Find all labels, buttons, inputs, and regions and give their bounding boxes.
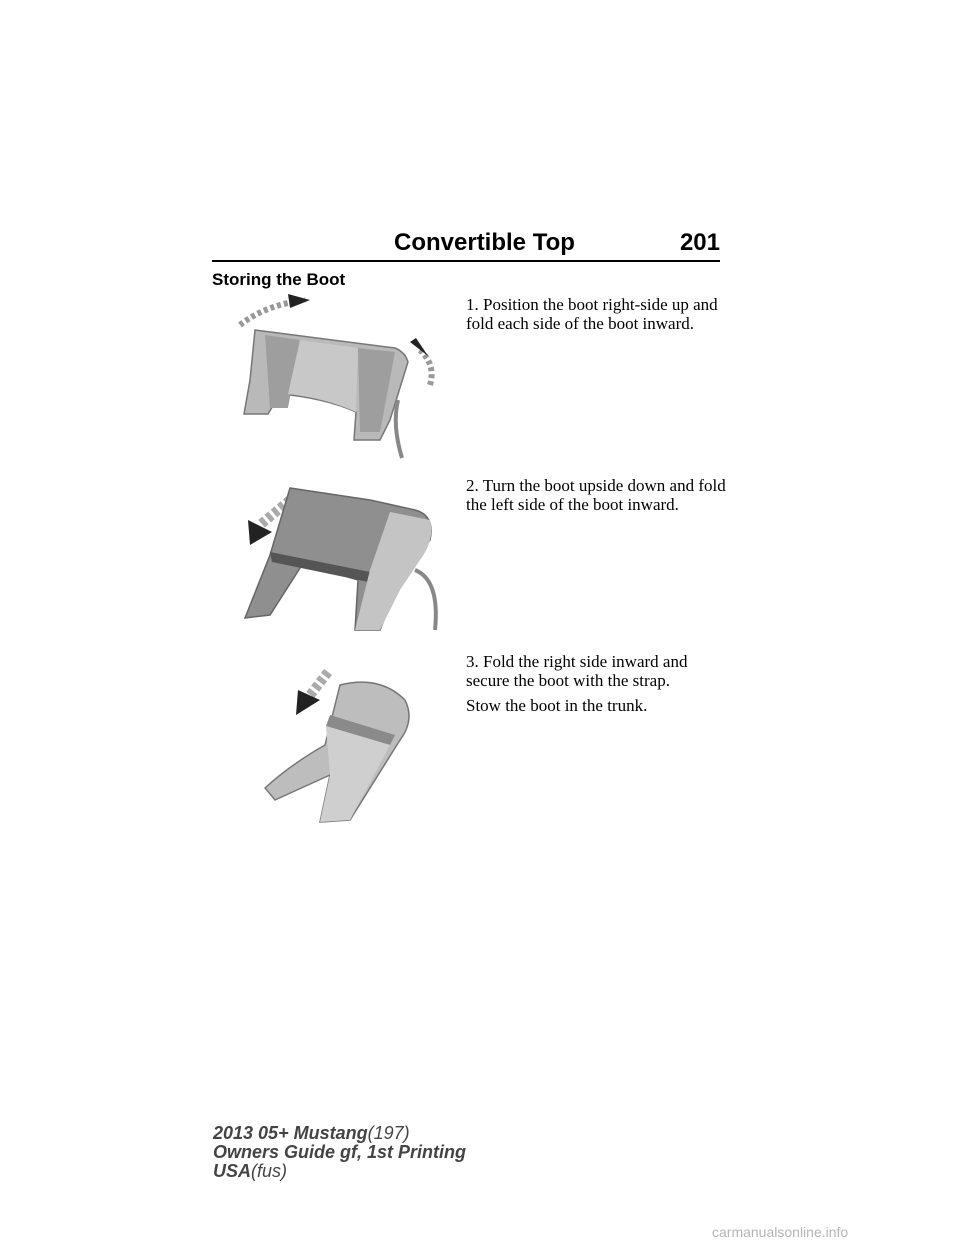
figure-boot-fold-left (230, 470, 445, 640)
footer-model: 2013 05+ Mustang (213, 1123, 368, 1143)
section-heading: Storing the Boot (212, 270, 346, 289)
header-divider (212, 260, 720, 262)
footer-model-code: (197) (367, 1123, 410, 1143)
page-number: 201 (679, 229, 720, 256)
step-3-text: 3. Fold the right side inward and secure the boot with the strap. (466, 652, 688, 690)
step-2-text: 2. Turn the boot upside down and fold the left side of the boot inward. (466, 476, 726, 514)
figure-boot-fold-sides (230, 290, 440, 460)
footer-market-code: (fus) (251, 1161, 288, 1181)
figure-boot-fold-right (230, 660, 430, 830)
footer-printing: Owners Guide gf, 1st Printing (213, 1142, 467, 1162)
page-header-title: Convertible Top (394, 229, 575, 256)
step-1-text: 1. Position the boot right-side up and fold each side of the boot inward. (466, 295, 718, 333)
stow-note: Stow the boot in the trunk. (466, 696, 648, 715)
document-footer (213, 1124, 466, 1181)
watermark: carmanualsonline.info (712, 1224, 849, 1240)
footer-market: USA (213, 1161, 252, 1181)
